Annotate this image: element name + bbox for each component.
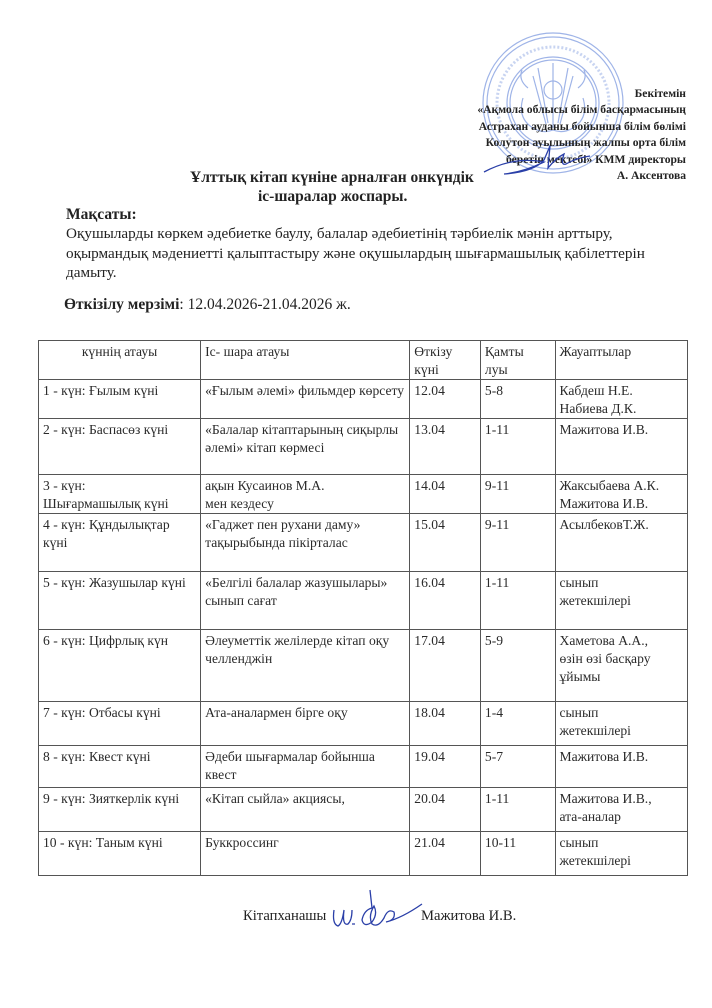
goal-label: Мақсаты: bbox=[66, 206, 137, 223]
cell-coverage: 5-7 bbox=[480, 746, 555, 788]
header-event-name: Іс- шара атауы bbox=[201, 341, 410, 380]
cell-responsible: Жаксыбаева А.К. Мажитова И.В. bbox=[555, 475, 688, 514]
cell-event-name: ақын Кусаинов М.А. мен кездесу bbox=[201, 475, 410, 514]
approval-director-name: А. Аксентова bbox=[616, 169, 686, 183]
title-line-2: іс-шаралар жоспары. bbox=[258, 188, 408, 205]
cell-day-name: 8 - күн: Квест күні bbox=[39, 746, 201, 788]
cell-responsible: Мажитова И.В. bbox=[555, 746, 688, 788]
cell-day-name: 10 - күн: Таным күні bbox=[39, 832, 201, 876]
cell-day-name: 2 - күн: Баспасөз күні bbox=[39, 419, 201, 475]
cell-coverage: 5-8 bbox=[480, 380, 555, 419]
cell-responsible: сынып жетекшілері bbox=[555, 572, 688, 630]
table-row bbox=[39, 630, 688, 702]
table-row bbox=[39, 746, 688, 788]
cell-day-name: 1 - күн: Ғылым күні bbox=[39, 380, 201, 419]
cell-date: 19.04 bbox=[410, 746, 481, 788]
approval-line: Колутон ауылының жалпы орта білім bbox=[485, 136, 686, 150]
cell-date: 18.04 bbox=[410, 702, 481, 746]
cell-date: 14.04 bbox=[410, 475, 481, 514]
cell-date: 15.04 bbox=[410, 514, 481, 572]
cell-date: 21.04 bbox=[410, 832, 481, 876]
cell-coverage: 9-11 bbox=[480, 514, 555, 572]
approval-line: Астрахан ауданы бойынша білім бөлімі bbox=[478, 119, 686, 133]
cell-coverage: 9-11 bbox=[480, 475, 555, 514]
cell-day-name: 9 - күн: Зияткерлік күні bbox=[39, 788, 201, 832]
header-day-name: күннің атауы bbox=[39, 341, 201, 380]
cell-day-name: 6 - күн: Цифрлық күн bbox=[39, 630, 201, 702]
cell-coverage: 10-11 bbox=[480, 832, 555, 876]
cell-event-name: Әдеби шығармалар бойынша квест bbox=[201, 746, 410, 788]
table-row bbox=[39, 832, 688, 876]
cell-responsible: сынып жетекшілері bbox=[555, 702, 688, 746]
cell-day-name: 4 - күн: Құндылықтар күні bbox=[39, 514, 201, 572]
table-header-row bbox=[39, 341, 688, 380]
cell-responsible: Мажитова И.В., ата-аналар bbox=[555, 788, 688, 832]
cell-event-name: «Ғылым әлемі» фильмдер көрсету bbox=[201, 380, 410, 419]
goal-text: Оқушыларды көркем әдебиетке баулу, балалар әдебиетінің тәрбиелік мәнін арттыру, оқырмандық мәдениетті қалыптастыру және оқушылардың шығармашылық қабілеттерін дамыту. bbox=[66, 225, 645, 281]
approval-line: «Ақмола облысы білім басқармасының bbox=[477, 103, 686, 117]
cell-coverage: 1-11 bbox=[480, 419, 555, 475]
title-line-1: Ұлттық кітап күніне арналған онкүндік bbox=[190, 169, 474, 186]
table-row bbox=[39, 475, 688, 514]
cell-coverage: 1-4 bbox=[480, 702, 555, 746]
cell-responsible: Кабдеш Н.Е. Набиева Д.К. bbox=[555, 380, 688, 419]
cell-coverage: 1-11 bbox=[480, 572, 555, 630]
cell-coverage: 1-11 bbox=[480, 788, 555, 832]
period-label: Өткізілу мерзімі bbox=[64, 296, 180, 313]
table-row bbox=[39, 702, 688, 746]
table-row bbox=[39, 572, 688, 630]
cell-day-name: 5 - күн: Жазушылар күні bbox=[39, 572, 201, 630]
approval-line: беретін мектебі» КММ директоры bbox=[505, 152, 686, 166]
table-row bbox=[39, 380, 688, 419]
cell-responsible: Мажитова И.В. bbox=[555, 419, 688, 475]
footer-name: Мажитова И.В. bbox=[421, 908, 517, 924]
librarian-signature-icon bbox=[330, 886, 430, 936]
plan-table bbox=[38, 340, 688, 876]
cell-responsible: Хаметова А.А., өзін өзі басқару ұйымы bbox=[555, 630, 688, 702]
cell-event-name: «Гаджет пен рухани даму» тақырыбында пікірталас bbox=[201, 514, 410, 572]
cell-responsible: сынып жетекшілері bbox=[555, 832, 688, 876]
cell-event-name: «Кітап сыйла» акциясы, bbox=[201, 788, 410, 832]
cell-coverage: 5-9 bbox=[480, 630, 555, 702]
cell-event-name: «Балалар кітаптарының сиқырлы әлемі» кітап көрмесі bbox=[201, 419, 410, 475]
period bbox=[64, 296, 351, 314]
cell-day-name: 3 - күн: Шығармашылық күні bbox=[39, 475, 201, 514]
document-title bbox=[0, 168, 712, 206]
footer-role: Кітапханашы bbox=[243, 908, 327, 924]
table-row bbox=[39, 419, 688, 475]
approval-line: Бекітемін bbox=[634, 87, 686, 100]
cell-responsible: АсылбековТ.Ж. bbox=[555, 514, 688, 572]
table-row bbox=[39, 514, 688, 572]
header-date: Өткізу күні bbox=[410, 341, 481, 380]
cell-date: 13.04 bbox=[410, 419, 481, 475]
cell-date: 17.04 bbox=[410, 630, 481, 702]
cell-event-name: Ата-аналармен бірге оқу bbox=[201, 702, 410, 746]
header-coverage: Қамты луы bbox=[480, 341, 555, 380]
cell-date: 20.04 bbox=[410, 788, 481, 832]
footer-signature bbox=[243, 908, 517, 925]
cell-event-name: Буккроссинг bbox=[201, 832, 410, 876]
period-value: : 12.04.2026-21.04.2026 ж. bbox=[179, 296, 351, 313]
table-row bbox=[39, 788, 688, 832]
cell-date: 12.04 bbox=[410, 380, 481, 419]
header-responsible: Жауаптылар bbox=[555, 341, 688, 380]
cell-event-name: «Белгілі балалар жазушылары» сынып сағат bbox=[201, 572, 410, 630]
cell-day-name: 7 - күн: Отбасы күні bbox=[39, 702, 201, 746]
cell-date: 16.04 bbox=[410, 572, 481, 630]
cell-event-name: Әлеуметтік желілерде кітап оқу челленджін bbox=[201, 630, 410, 702]
